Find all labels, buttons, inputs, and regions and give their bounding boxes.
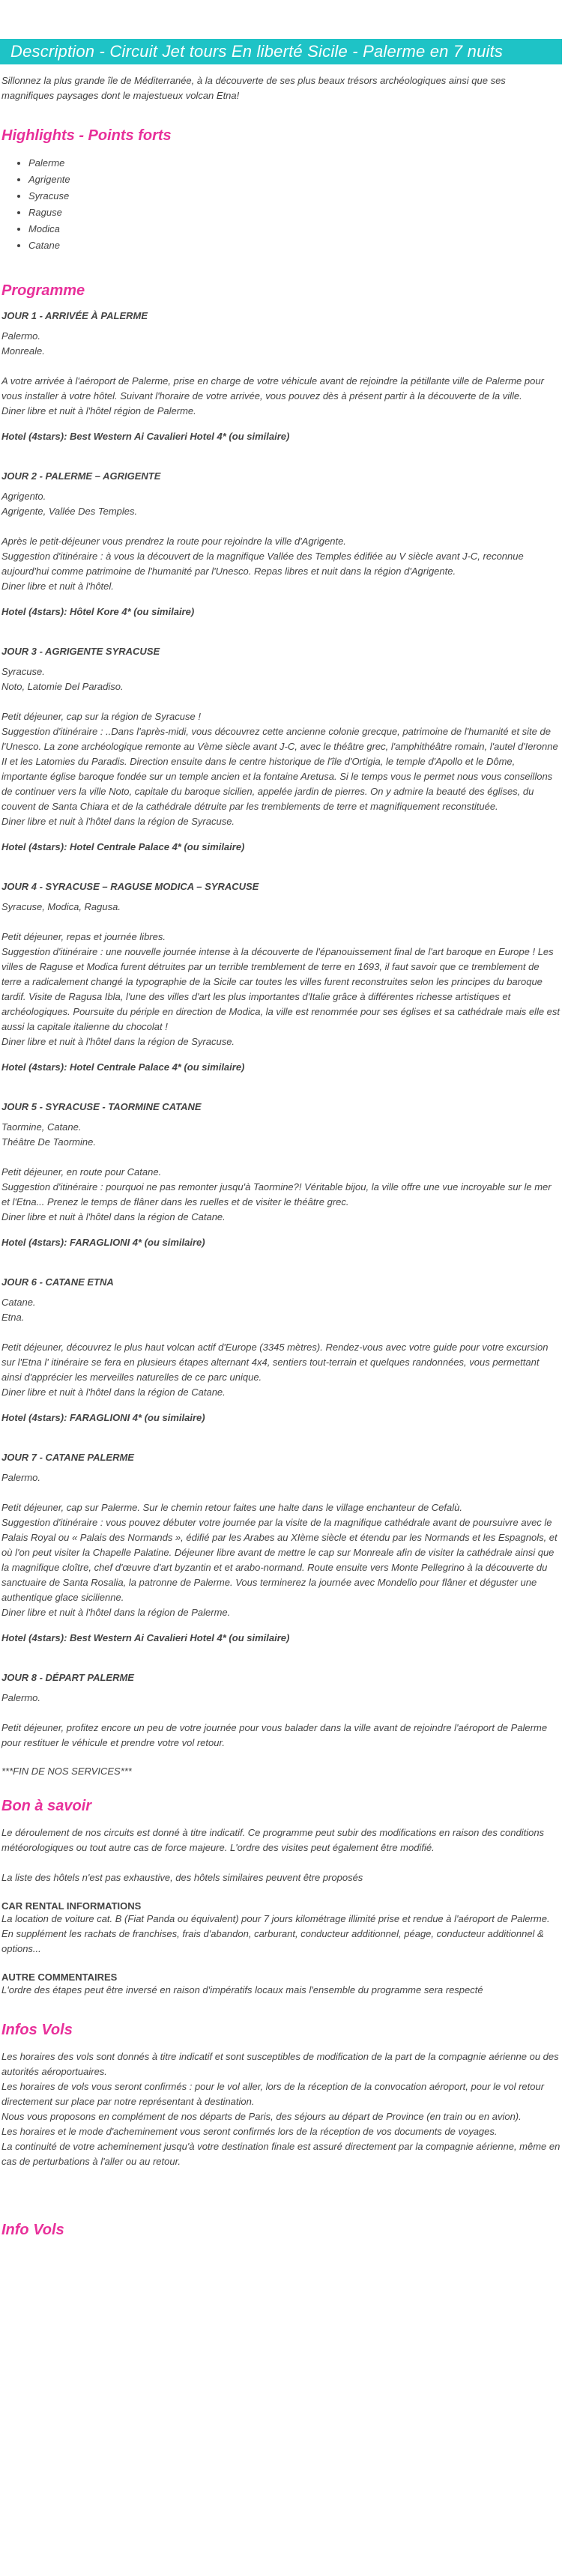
infos-vols-line: Nous vous proposons en complément de nos départs de Paris, des séjours au départ de Province (en train ou en avion). [1,2111,522,2122]
day-description: Suggestion d'itinéraire : vous pouvez débuter votre journée par la visite de la magnifique cathédrale avant de poursuivre avec le Palais Royal ou « Palais des Normands », édifié par les Arabes au XIème siècle et étendu par les Normands et les Espagnols, et où l'on peut visiter la Chapelle Palatine. Déjeuner libre avant de mettre le cap sur Monreale afin de visiter la cathédrale ainsi que la magnifique cloître, chef d'œuvre d'art byzantin et et arabo-normand. Route ensuite vers Monte Pellegrino à la découverte du sanctuaire de Santa Rosalia, la patronne de Palerme. Vous terminerez la journée avec Mondello pour flâner et déguster une authentique glace sicilienne. [1,1517,558,1603]
day-hotel: Hotel (4stars): FARAGLIONI 4* (ou similaire) [1,1237,205,1248]
day-title: JOUR 2 - PALERME – AGRIGENTE [1,470,161,482]
day-description: Diner libre et nuit à l'hôtel dans la région de Syracuse. [1,816,235,827]
autre-commentaires-text: L'ordre des étapes peut être inversé en raison d'impératifs locaux mais l'ensemble du programme sera respecté [1,1984,483,1995]
day-hotel: Hotel (4stars): Best Western Ai Cavalieri Hotel 4* (ou similaire) [1,1632,290,1643]
day-hotel: Hotel (4stars): Hotel Centrale Palace 4* (ou similaire) [1,841,245,852]
bon-a-savoir-p1: Le déroulement de nos circuits est donné à titre indicatif. Ce programme peut subir des modifications en raison des conditions météorologiques ou tout autre cas de force majeure. L'ordre des visites peut également être modifié. [1,1827,545,1853]
highlight-item: • Palerme [28,155,561,172]
day-place: Agrigente, Vallée Des Temples. [1,506,138,517]
day-title: JOUR 3 - AGRIGENTE SYRACUSE [1,646,160,657]
day-place: Palermo. [1,1692,41,1703]
programme-heading: Programme [1,282,85,299]
day-block [1,470,561,617]
bon-a-savoir-p2: La liste des hôtels n'est pas exhaustive, des hôtels similaires peuvent être proposés [1,1872,363,1883]
highlight-item: • Agrigente [28,172,561,188]
infos-vols-line: Les horaires et le mode d'acheminement vous seront confirmés lors de la réception de vos documents de voyages. [1,2126,498,2137]
day-place: Palermo. [1,330,41,342]
intro-text: Sillonnez la plus grande île de Méditerranée, à la découverte de ses plus beaux trésors archéologiques ainsi que ses magnifiques paysages dont le majestueux volcan Etna! [1,75,506,101]
day-description: Suggestion d'itinéraire : une nouvelle journée intense à la découverte de l'épanouissement final de l'art baroque en Europe ! Les villes de Raguse et Modica furent détruites par un terrible tremblement de terre en 1693, il faut savoir que ce tremblement de terre a radicalement changé la typographie de la Sicile car toutes les villes furent reconstruites selon les principes du baroque tardif. Visite de Ragusa Ibla, l'une des villes d'art les plus importantes d'Italie grâce à différentes richesse artistiques et archéologiques. Poursuite du périple en direction de Modica, la ville est renommée pour ses églises et sa cathédrale mais elle est aussi la capitale italienne du chocolat ! [1,946,561,1032]
highlights-heading: Highlights - Points forts [1,127,172,144]
car-rental-p1: La location de voiture cat. B (Fiat Panda ou équivalent) pour 7 jours kilométrage illimité prise et rendue à l'aéroport de Palerme. [1,1913,550,1924]
autre-commentaires-title: AUTRE COMMENTAIRES [1,1972,118,1983]
day-hotel: Hotel (4stars): Best Western Ai Cavalieri Hotel 4* (ou similaire) [1,431,290,442]
day-place: Palermo. [1,1472,41,1483]
day-block [1,310,561,442]
programme-days [1,310,561,1751]
day-place: Théâtre De Taormine. [1,1136,96,1148]
title-bar [0,39,562,64]
day-description: Petit déjeuner, profitez encore un peu de votre journée pour vous balader dans la ville avant de rejoindre l'aéroport de Palerme pour restituer le véhicule et prendre votre vol retour. [1,1722,548,1748]
infos-vols-line: Les horaires de vols vous seront confirmés : pour le vol aller, lors de la réception de la convocation aéroport, pour le vol retour directement sur place par notre représentant à destination. [1,2081,545,2107]
day-description: Suggestion d'itinéraire : ..Dans l'après-midi, vous découvrez cette ancienne colonie grecque, patrimoine de l'humanité et site de l'Unesco. La zone archéologique remonte au Vème siècle avant J-C, avec le théâtre grec, l'amphithéâtre romain, l'autel d'Ieronne II et les Latomies du Paradis. Direction ensuite dans le centre historique de l'île d'Ortigia, le temple d'Apollo et le Dôme, importante église baroque fondée sur un temple ancien et la fontaine Aretusa. Si le temps vous le permet nous vous conseillons de continuer vers la ville Noto, capitale du baroque sicilien, appelée jardin de pierres. On y admire la beauté des églises, du couvent de Santa Chiara et de la cathédrale détruite par les tremblements de terre et magnifiquement reconstituée. [1,726,558,812]
day-description: Petit déjeuner, cap sur Palerme. Sur le chemin retour faites une halte dans le village enchanteur de Cefalù. [1,1502,462,1513]
day-place: Agrigento. [1,491,46,502]
day-description: Diner libre et nuit à l'hôtel. [1,581,114,592]
day-block [1,1452,561,1643]
day-hotel: Hotel (4stars): Hotel Centrale Palace 4* (ou similaire) [1,1061,245,1073]
day-block [1,646,561,852]
infos-vols-section [1,2049,561,2169]
day-title: JOUR 1 - ARRIVÉE À PALERME [1,310,148,321]
day-description: Diner libre et nuit à l'hôtel dans la région de Catane. [1,1387,226,1398]
day-description: Petit déjeuner, en route pour Catane. [1,1166,162,1178]
day-place: Etna. [1,1312,25,1323]
day-description: Diner libre et nuit à l'hôtel dans la région de Catane. [1,1211,226,1222]
day-hotel: Hotel (4stars): Hôtel Kore 4* (ou similaire) [1,606,195,617]
day-description: Après le petit-déjeuner vous prendrez la route pour rejoindre la ville d'Agrigente. [1,536,346,547]
day-description: Diner libre et nuit à l'hôtel dans la région de Palerme. [1,1607,231,1618]
infos-vols-heading: Infos Vols [1,2022,73,2038]
day-block [1,1276,561,1423]
day-description: Diner libre et nuit à l'hôtel région de Palerme. [1,405,196,416]
day-place: Syracuse. [1,666,45,677]
highlights-list [1,155,561,254]
bon-a-savoir-heading: Bon à savoir [1,1798,92,1814]
day-description: Petit déjeuner, repas et journée libres. [1,931,166,942]
day-title: JOUR 4 - SYRACUSE – RAGUSE MODICA – SYRACUSE [1,881,259,892]
bon-a-savoir-section [1,1825,561,1998]
car-rental-p2: En supplément les rachats de franchises, frais d'abandon, carburant, conducteur additionnel, péage, conducteur additionnel & options... [1,1928,544,1954]
end-of-services: ***FIN DE NOS SERVICES*** [1,1766,132,1777]
page [0,39,568,2279]
day-place: Noto, Latomie Del Paradiso. [1,681,124,692]
day-title: JOUR 7 - CATANE PALERME [1,1452,134,1463]
info-vols-heading: Info Vols [1,2222,64,2238]
day-place: Monreale. [1,345,45,357]
day-description: Petit déjeuner, cap sur la région de Syracuse ! [1,711,201,722]
day-place: Catane. [1,1297,36,1308]
day-block [1,1672,561,1751]
content [0,73,568,2239]
day-place: Syracuse, Modica, Ragusa. [1,901,121,912]
infos-vols-line: La continuité de votre acheminement jusqu'à votre destination finale est assuré directement par la compagnie aérienne, même en cas de perturbations à l'aller ou au retour. [1,2141,561,2167]
day-description: Petit déjeuner, découvrez le plus haut volcan actif d'Europe (3345 mètres). Rendez-vous avec votre guide pour votre excursion sur l'Etna l' itinéraire se fera en plusieurs étapes alternant 4x4, sentiers tout-terrain et quelques randonnées, vous permettant ainsi d'apprécier les merveilles naturelles de ce parc unique. [1,1342,549,1383]
day-title: JOUR 8 - DÉPART PALERME [1,1672,134,1683]
highlight-item: • Syracuse [28,188,561,204]
page-title: Description - Circuit Jet tours En liberté Sicile - Palerme en 7 nuits [10,42,504,61]
highlight-item: • Catane [28,237,561,254]
day-hotel: Hotel (4stars): FARAGLIONI 4* (ou similaire) [1,1412,205,1423]
day-description: Suggestion d'itinéraire : à vous la découvert de la magnifique Vallée des Temples édifiée au V siècle avant J-C, reconnue aujourd'hui comme patrimoine de l'humanité par l'Unesco. Repas libres et nuit dans la région d'Agrigente. [1,551,524,577]
day-description: A votre arrivée à l'aéroport de Palerme, prise en charge de votre véhicule avant de rejoindre la pétillante ville de Palerme pour vous installer à votre hôtel. Suivant l'horaire de votre arrivée, vous pouvez dès à présent partir à la découverte de la ville. [1,375,544,401]
highlight-item: • Modica [28,221,561,237]
car-rental-title: CAR RENTAL INFORMATIONS [1,1900,142,1912]
highlight-item: • Raguse [28,204,561,221]
infos-vols-line: Les horaires des vols sont donnés à titre indicatif et sont susceptibles de modification de la part de la compagnie aérienne ou des autorités aéroportuaires. [1,2051,559,2077]
day-description: Suggestion d'itinéraire : pourquoi ne pas remonter jusqu'à Taormine?! Véritable bijou, la ville offre une vue incroyable sur le mer et l'Etna... Prenez le temps de flâner dans les ruelles et de visiter le théâtre grec. [1,1181,552,1207]
day-place: Taormine, Catane. [1,1121,82,1133]
day-description: Diner libre et nuit à l'hôtel dans la région de Syracuse. [1,1036,235,1047]
day-block [1,1101,561,1248]
day-title: JOUR 6 - CATANE ETNA [1,1276,114,1288]
day-block [1,881,561,1073]
day-title: JOUR 5 - SYRACUSE - TAORMINE CATANE [1,1101,202,1112]
